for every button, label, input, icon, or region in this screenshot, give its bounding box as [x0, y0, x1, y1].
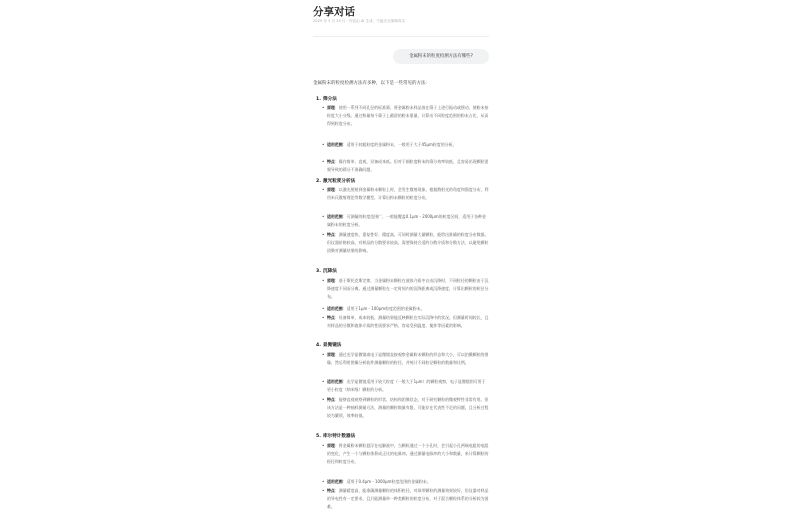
- section-title: 1. 筛分法: [316, 97, 337, 102]
- list-item: • 原理：基于斯托克斯定律，当金属粉末颗粒在液体介质中自由沉降时，不同粒径的颗粒由于沉降速度不同而分离。通过测量颗粒在一定时间内的沉降距离或沉降速度，计算出颗粒的粒径分布。: [322, 278, 489, 299]
- section-title: 3. 沉降法: [316, 269, 337, 274]
- list-item: • 适用范围：光学显微镜适用于较大粒度（一般大于1μm）的颗粒观察，电子显微镜则可用于更小粒度（纳米级）颗粒的分析。: [322, 379, 486, 392]
- section-title: 2. 激光粒度分析法: [316, 179, 356, 184]
- list-item: • 特点：设备简单，成本较低，测量结果能反映颗粒在实际沉降中的状况。但测量时间较长，且对样品的分散和液体介质的性质要求严格，容易受到温度、搅拌等因素的影响。: [322, 315, 489, 328]
- list-item: • 原理：使用一系列不同孔径的标准筛，将金属粉末样品放在筛子上进行振动或摇动，使粉末按粒度大小分级。通过称量每个筛子上截留的粉末重量，计算出不同粒度范围的粉末占比，从而得到粒度分布。: [322, 105, 489, 126]
- list-item: • 原理：以激光照射到金属粉末颗粒上时，会发生散射现象。根据散射光的角度和强度分布，利用米氏散射理论等数学模型，计算出粉末颗粒的粒度分布。: [322, 187, 489, 200]
- list-item: • 特点：测量速度快、重复性好、精度高，可同时测量大量颗粒，能给出准确的粒度分布数据。但仪器价格较高，对样品的分散要求较高，需要保持合适的分散介质和分散方法，以避免颗粒团聚对测量结果的影响。: [322, 232, 489, 253]
- page-title: 分享对话: [313, 6, 355, 18]
- user-question-bubble: 金属粉末的粒度检测方法有哪些?: [393, 49, 489, 64]
- list-item: • 适用范围：适用于1μm - 100μm粒度范围的金属粉末。: [322, 306, 425, 311]
- list-item: • 适用范围：可测量的粒度范围广，一般能覆盖0.1μm - 2000μm的粒度区间，适用于各种金属粉末的粒度分析。: [322, 214, 486, 227]
- section-title: 4. 显微镜法: [316, 343, 342, 348]
- list-item: • 适用范围：适用于较粗粒度的金属粉末，一般用于大于45μm粒度的分析。: [322, 142, 457, 147]
- list-item: • 适用范围：适用于0.4μm - 1000μm粒度范围的金属粉末。: [322, 479, 431, 484]
- header-divider: [313, 36, 489, 37]
- list-item: • 原理：通过光学显微镜或电子显微镜直接观察金属粉末颗粒的形态和大小，可以拍摄颗粒的图像，然后利用图像分析软件测量颗粒的粒径，并统计不同粒径颗粒的数量和比例。: [322, 352, 489, 365]
- list-item: • 特点：测量精度高，能准确测量颗粒的体积粒径，对球形颗粒的测量效果较好。但仪器对样品的导电性有一定要求，且只能测量单一种类颗粒的粒度分布，对于混合颗粒体系的分析较为困难。: [322, 488, 489, 509]
- answer-intro: 金属粉末的粒度检测方法有多种，以下是一些常见的方法：: [313, 81, 430, 86]
- page-meta: 2025 年 3 月 25 日 · 内容由 AI 生成，不能完全保障真实: [313, 19, 406, 23]
- list-item: • 特点：操作简单、直观，设备成本低。但对于细粒度粉末的筛分效率较低，且容易出现颗粒团聚导致的筛分不准确问题。: [322, 159, 489, 172]
- list-item: • 特点：能够直观观察到颗粒的形状、结构和团聚状态，对于研究颗粒的微观特性非常有用。但该方法是一种抽样测量方法，测量的颗粒数量有限，可能存在代表性不足的问题，且分析过程较为繁琐，效率较低。: [322, 397, 489, 418]
- section-title: 5. 库尔特计数器法: [316, 434, 356, 439]
- list-item: • 原理：将金属粉末颗粒悬浮在电解液中，当颗粒通过一个小孔时，会引起小孔两端电阻的电阻的变化，产生一个与颗粒体积成正比的电脉冲。通过测量电脉冲的大小和数量，来计算颗粒的粒径和粒度分布。: [322, 443, 489, 464]
